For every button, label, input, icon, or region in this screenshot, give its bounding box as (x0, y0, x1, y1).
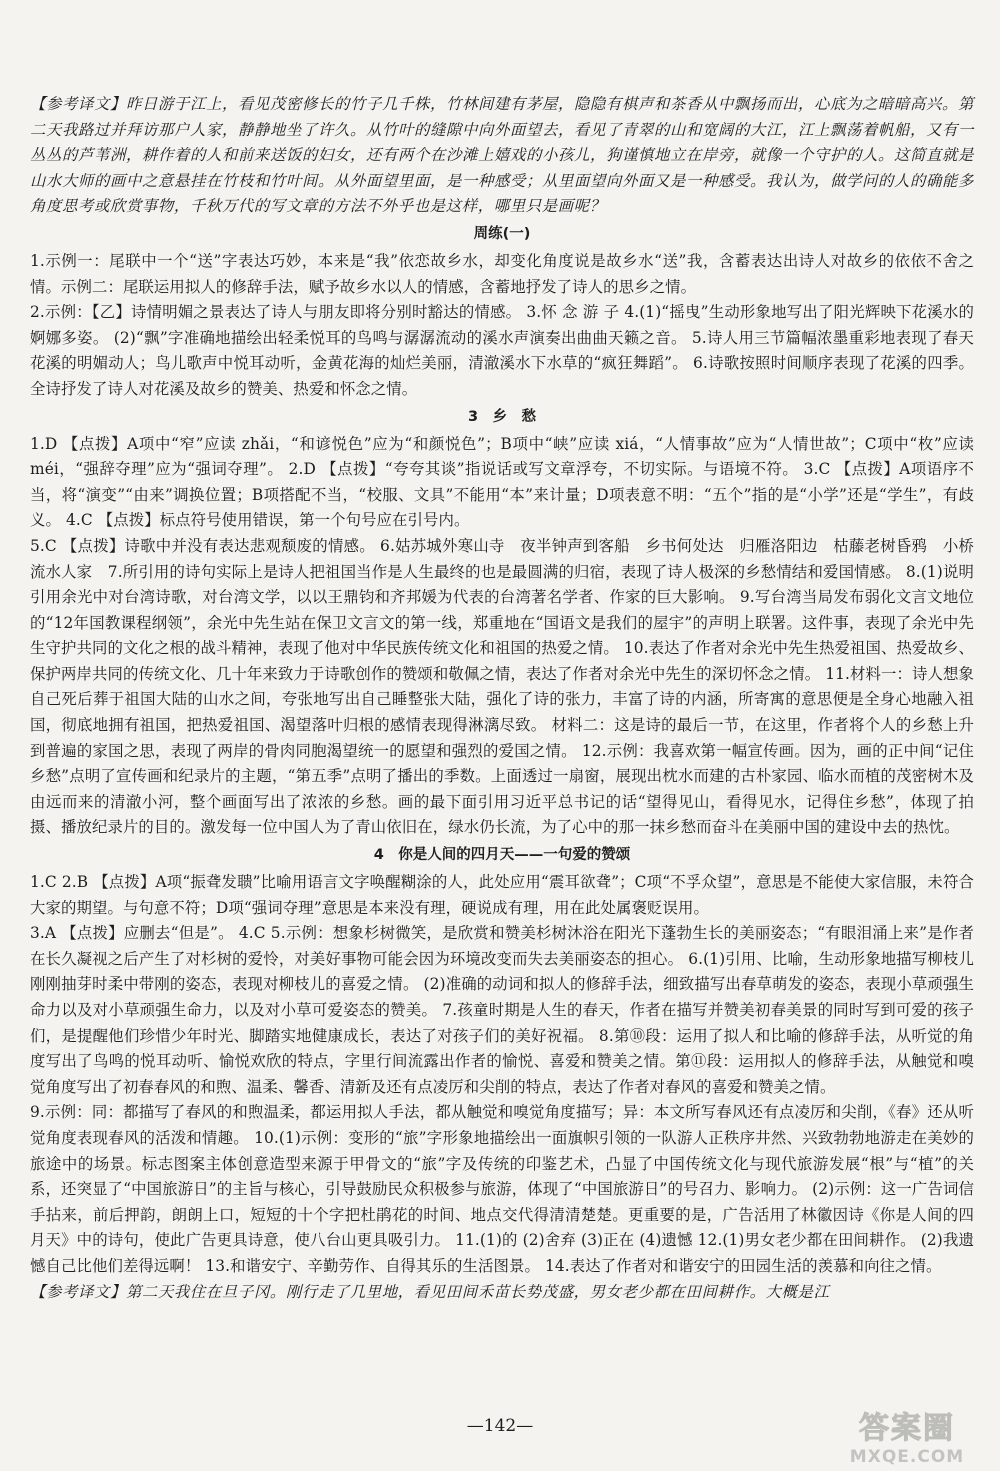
section-heading-weekly-practice: 周练(一) (473, 225, 531, 242)
answer-paragraph: 5.C 【点拨】诗歌中并没有表达悲观颓废的情感。 6.姑苏城外寒山寺 夜半钟声到客船 乡书何处达 归雁洛阳边 枯藤老树昏鸦 小桥流水人家 7.所引用的诗句实际上是诗人把祖国当作是人生最终的也是最圆满的归宿，表现了诗人极深的乡愁情结和爱国情感。 8.(1)说明引用余光中对台湾诗歌，对台湾文学，以以王鼎钧和齐邦媛为代表的台湾著名学者、作家的巨大影响。 9.写台湾当局发布弱化文言文地位的“12年国教课程纲领”，余光中先生站在保卫文言文的第一线，郑重地在“国语文是我们的屋宇”的声明上联署。这件事，表现了余光中先生守护共同的文化之根的战斗精神，表现了他对中华民族传统文化和祖国的热爱之情。 10.表达了作者对余光中先生热爱祖国、热爱故乡、保护两岸共同的传统文化、几十年来致力于诗歌创作的赞颂和敬佩之情，表达了作者对余光中先生的深切怀念之情。 11.材料一：诗人想象自己死后葬于祖国大陆的山水之间，夸张地写出自己睡整张大陆，强化了诗的张力，丰富了诗的内涵，所寄寓的意思便是全身心地融入祖国，彻底地拥有祖国，把热爱祖国、渴望落叶归根的感情表现得淋漓尽致。 材料二：这是诗的最后一节，在这里，作者将个人的乡愁上升到普遍的家国之思，表现了两岸的骨肉同胞渴望统一的愿望和强烈的爱国之情。 12.示例：我喜欢第一幅宣传画。因为，画的正中间“记住乡愁”点明了宣传画和纪录片的主题，“第五季”点明了播出的季数。上面透过一扇窗，展现出枕水而建的古朴家园、临水而植的茂密树木及由远而来的清澈小河，整个画面写出了浓浓的乡愁。画的最下面引用习近平总书记的话“望得见山，看得见水，记得住乡愁”，体现了拍摄、播放纪录片的目的。激发每一位中国人为了青山依旧在，绿水仍长流，为了心中的那一抹乡愁而奋斗在美丽中国的建设中去的热忱。 (30, 536, 974, 837)
watermark-logo (832, 1403, 982, 1467)
answer-paragraph: 3.A 【点拨】应删去“但是”。 4.C 5.示例：想象杉树微笑，是欣赏和赞美杉树沐浴在阳光下蓬勃生长的美丽姿态；“有眼泪涌上来”是作者在长久凝视之后产生了对杉树的爱怜，对美好事物可能会因为环境改变而失去美丽姿态的担心。 6.(1)引用、比喻，生动形象地描写柳枝儿刚刚抽芽时柔中带刚的姿态，表现对柳枝儿的喜爱之情。 (2)准确的动词和拟人的修辞手法，细致描写出春草萌发的姿态，表现小草顽强生命力以及对小草顽强生命力，以及对小草可爱姿态的赞美。 7.孩童时期是人生的春天，作者在描写并赞美初春美景的同时写到可爱的孩子们，是提醒他们珍惜少年时光、脚踏实地健康成长，表达了对孩子们的美好祝福。 8.第⑩段：运用了拟人和比喻的修辞手法，从听觉的角度写出了鸟鸣的悦耳动听、愉悦欢欣的特点，字里行间流露出作者的愉悦、喜爱和赞美之情。第⑪段：运用拟人的修辞手法，从触觉和嗅觉角度写出了初春春风的和煦、温柔、馨香、清新及还有点凌厉和尖削的特点，表达了作者对春风的喜爱和赞美之情。 (30, 924, 974, 1096)
section-heading-april-day: 4 你是人间的四月天——一句爱的赞颂 (373, 847, 631, 864)
answer-page (30, 92, 974, 1305)
watermark-glyphs: 答案圈 (859, 1411, 955, 1446)
reference-translation-paragraph: 【参考译文】第二天我住在旦子冈。刚行走了几里地，看见田间禾苗长势茂盛，男女老少都在田间耕作。大概是江 (30, 1282, 830, 1301)
answer-paragraph: 1.示例一：尾联中一个“送”字表达巧妙，本来是“我”依恋故乡水，却变化角度说是故乡水“送”我，含蓄表达出诗人对故乡的依依不舍之情。示例二：尾联运用拟人的修辞手法，赋予故乡水以人的情感，含蓄地抒发了诗人的思乡之情。 (30, 251, 974, 296)
answer-paragraph: 9.示例：同：都描写了春风的和煦温柔，都运用拟人手法，都从触觉和嗅觉角度描写；异：本文所写春风还有点凌厉和尖削，《春》还从听觉角度表现春风的活泼和情趣。 10.(1)示例：变形的“旅”字形象地描绘出一面旗帜引领的一队游人正秩序井然、兴致勃勃地游走在美妙的旅途中的场景。标志图案主体创意造型来源于甲骨文的“旅”字及传统的印鉴艺术，凸显了中国传统文化与现代旅游发展“根”与“植”的关系，还突显了“中国旅游日”的主旨与核心，引导鼓励民众积极参与旅游，体现了“中国旅游日”的号召力、影响力。 (2)示例：这一广告词信手拈来，前后押韵，朗朗上口，短短的十个字把杜鹃花的时间、地点交代得清清楚楚。更重要的是，广告活用了林徽因诗《你是人间的四月天》中的诗句，使此广告更具诗意，使八台山更具吸引力。 11.(1)的 (2)舍弃 (3)正在 (4)遗憾 12.(1)男女老少都在田间耕作。 (2)我遗憾自己比他们差得远啊！ 13.和谐安宁、辛勤劳作、自得其乐的生活图景。 14.表达了作者对和谐安宁的田园生活的羡慕和向往之情。 (30, 1103, 974, 1275)
page-number: —142— (466, 1416, 534, 1436)
answer-paragraph: 1.D 【点拨】A项中“窄”应读 zhǎi，“和谚悦色”应为“和颜悦色”；B项中“峡”应读 xiá，“人情事故”应为“人情世故”；C项中“枚”应读 méi，“强辞夺理”应为“强词夺理”。 2.D 【点拨】“夸夸其谈”指说话或写文章浮夸，不切实际。与语境不符。 3.C 【点拨】A项语序不当，将“演变”“由来”调换位置；B项搭配不当，“校服、文具”不能用“本”来计量；D项表意不明：“五个”指的是“小学”还是“学生”，有歧义。 4.C 【点拨】标点符号使用错误，第一个句号应在引号内。 (30, 434, 974, 530)
answer-paragraph: 1.C 2.B 【点拨】A项“振聋发聩”比喻用语言文字唤醒糊涂的人，此处应用“震耳欲聋”；C项“不孚众望”，意思是不能使大家信服，未符合大家的期望。与句意不符；D项“强词夺理”意思是本来没有理，硬说成有理，用在此处属褒贬误用。 (30, 873, 974, 917)
section-heading-homesickness: 3 乡 愁 (467, 408, 537, 425)
reference-translation-paragraph: 【参考译文】昨日游于江上，看见茂密修长的竹子几千株，竹林间建有茅屋，隐隐有棋声和茶香从中飘扬而出，心底为之暗暗高兴。第二天我路过并拜访那户人家，静静地坐了许久。从竹叶的缝隙中向外面望去，看见了青翠的山和宽阔的大江，江上飘荡着帆船，又有一丛丛的芦苇洲，耕作着的人和前来送饭的妇女，还有两个在沙滩上嬉戏的小孩儿，狗谨慎地立在岸旁，就像一个守护的人。这简直就是山水大师的画中之意悬挂在竹枝和竹叶间。从外面望里面，是一种感受；从里面望向外面又是一种感受。我认为，做学问的人的确能多角度思考或欣赏事物，千秋万代的写文章的方法不外乎也是这样，哪里只是画呢？ (30, 95, 974, 216)
watermark-url: MXQE.COM (849, 1447, 965, 1467)
answer-paragraph: 2.示例：【乙】诗情明媚之景表达了诗人与朋友即将分别时豁达的情感。 3.怀 念 游 子 4.(1)“摇曳”生动形象地写出了阳光辉映下花溪水的婀娜多姿。 (2)“飘”字准确地描绘出轻柔悦耳的鸟鸣与潺潺流动的溪水声演奏出曲曲天籁之音。 5.诗人用三节篇幅浓墨重彩地表现了春天花溪的明媚动人；鸟儿歌声中悦耳动听，金黄花海的灿烂美丽，清澈溪水下水草的“疯狂舞蹈”。 6.诗歌按照时间顺序表现了花溪的四季。全诗抒发了诗人对花溪及故乡的赞美、热爱和怀念之情。 (30, 303, 974, 398)
